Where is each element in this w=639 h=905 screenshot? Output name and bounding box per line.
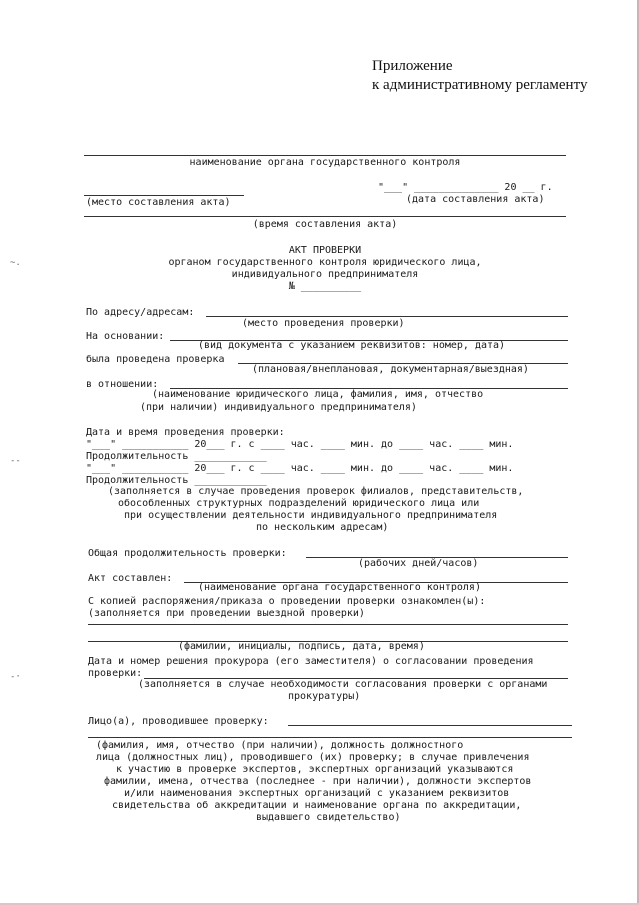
address-line[interactable] — [206, 316, 568, 317]
inspector-caption-1: (фамилия, имя, отчество (при наличии), должность должностного — [96, 740, 464, 751]
appendix-title: Приложение — [372, 58, 453, 74]
duration-2[interactable]: Продолжительность ____________ — [86, 475, 267, 486]
inspector-line-1[interactable] — [288, 725, 572, 726]
datetime-note-4: по нескольким адресам) — [256, 522, 389, 533]
datetime-row-1[interactable]: "___" ___________ 20___ г. с ____ час. ____ мин. до ____ час. ____ мин. — [86, 439, 514, 450]
prosecutor-caption: (заполняется в случае необходимости согласования проверки с органами — [138, 679, 548, 690]
basis-label: На основании: — [86, 331, 165, 342]
prosecutor-caption-2: прокуратуры) — [288, 691, 361, 702]
address-label: По адресу/адресам: — [86, 307, 195, 318]
regarding-label: в отношении: — [86, 379, 159, 390]
date-caption: (дата составления акта) — [406, 194, 545, 205]
authority-caption: наименование органа государственного контроля — [189, 157, 461, 168]
act-subtitle-2: индивидуального предпринимателя — [231, 269, 419, 280]
scan-mark: ~. — [10, 258, 21, 268]
total-caption: (рабочих дней/часов) — [358, 558, 479, 569]
place-line[interactable] — [84, 195, 244, 196]
inspector-caption-7: выдавшего свидетельство) — [256, 812, 401, 823]
basis-caption: (вид документа с указанием реквизитов: номер, дата) — [198, 340, 506, 351]
date-fill[interactable]: "___" ______________ 20 __ г. — [378, 182, 553, 193]
act-number[interactable]: № __________ — [288, 281, 362, 292]
datetime-row-2[interactable]: "___" ___________ 20___ г. с ____ час. ____ мин. до ____ час. ____ мин. — [86, 463, 514, 474]
address-caption: (место проведения проверки) — [242, 318, 405, 329]
duration-1[interactable]: Продолжительность ____________ — [86, 451, 267, 462]
inspector-caption-2: лица (должностных лиц), проводившего (их) проверку; в случае привлечения — [96, 752, 530, 763]
datetime-note-1: (заполняется в случае проведения проверок филиалов, представительств, — [108, 486, 524, 497]
authority-line[interactable] — [84, 155, 566, 156]
copy-label: С копией распоряжения/приказа о проведении проверки ознакомлен(ы): — [88, 596, 486, 607]
datetime-note-3: при осуществлении деятельности индивидуального предпринимателя — [124, 510, 498, 521]
act-title: АКТ ПРОВЕРКИ — [288, 245, 362, 256]
prosecutor-label-2: проверки: — [88, 668, 143, 679]
act-compiled-label: Акт составлен: — [88, 573, 173, 584]
copy-line-1[interactable] — [88, 624, 568, 625]
copy-note: (заполняется при проведении выездной проверки) — [88, 608, 365, 619]
conducted-caption: (плановая/внеплановая, документарная/выездная) — [252, 364, 529, 375]
inspector-caption-5: и/или наименования экспертных организаций с указанием реквизитов — [124, 788, 510, 799]
appendix-subtitle: к административному регламенту — [372, 77, 588, 93]
total-label: Общая продолжительность проверки: — [88, 548, 287, 559]
inspector-caption-4: фамилии, имена, отчества (последнее - при наличии), должности экспертов — [104, 776, 532, 787]
act-subtitle: органом государственного контроля юридического лица, — [168, 257, 482, 268]
inspector-line-2[interactable] — [88, 737, 572, 738]
inspector-caption-6: свидетельства об аккредитации и наименование органа по аккредитации, — [112, 800, 522, 811]
conducted-label: была проведена проверка — [86, 354, 225, 365]
copy-caption: (фамилии, инициалы, подпись, дата, время) — [178, 641, 425, 652]
regarding-caption-2: (при наличии) индивидуального предпринимателя) — [140, 402, 417, 413]
scan-mark: -· — [10, 672, 21, 682]
place-caption: (место составления акта) — [86, 197, 231, 208]
datetime-note-2: обособленных структурных подразделений юридического лица или — [118, 498, 480, 509]
time-caption: (время составления акта) — [252, 219, 398, 230]
regarding-caption: (наименование юридического лица, фамилия, имя, отчество — [152, 389, 484, 400]
time-line[interactable] — [84, 216, 566, 217]
inspector-label: Лицо(а), проводившее проверку: — [88, 716, 269, 727]
prosecutor-label: Дата и номер решения прокурора (его заместителя) о согласовании проведения — [88, 656, 534, 667]
scan-mark: -- — [10, 456, 21, 466]
datetime-label: Дата и время проведения проверки: — [86, 427, 285, 438]
inspector-caption-3: к участию в проверке экспертов, экспертных организаций указываются — [116, 764, 514, 775]
act-compiled-caption: (наименование органа государственного контроля) — [198, 582, 481, 593]
